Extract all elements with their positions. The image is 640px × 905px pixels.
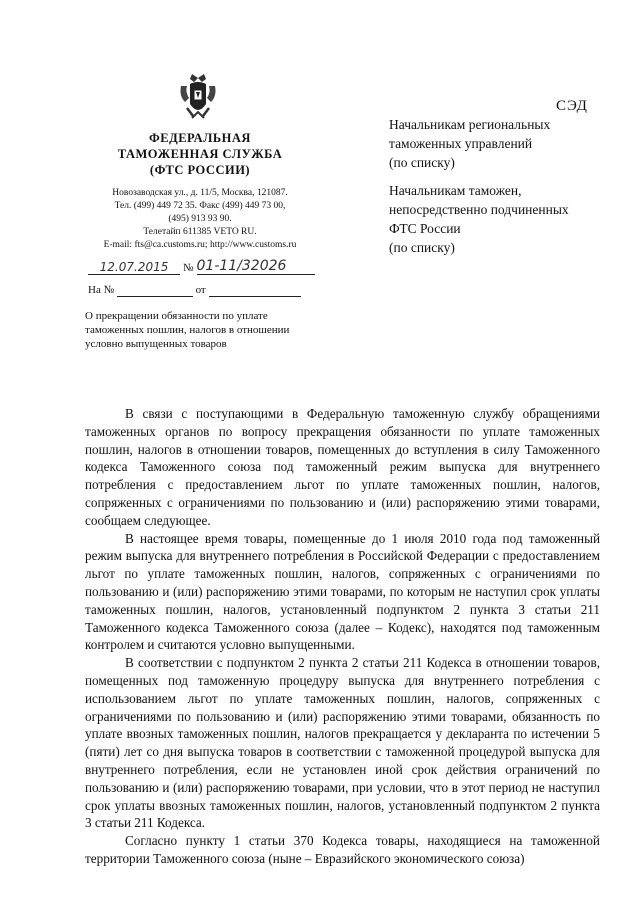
reference-date-line — [209, 283, 301, 297]
org-email: E-mail: fts@ca.customs.ru; http://www.customs.ru — [103, 240, 297, 250]
registration-row — [88, 258, 328, 275]
body-paragraph-2: В настоящее время товары, помещенные до 1 июля 2010 года под таможенный режим выпуска для внутреннего потребления в Российской Федерации с предоставлением льгот по уплате таможенных пошлин, налогов, сопряженных с ограничениями по пользованию и (или) распоряжению этими товарами, по которым не наступил срок уплаты таможенных пошлин, налогов, установленный подпунктом 2 пункта 3 статьи 211 Таможенного кодекса Таможенного союза (далее – Кодекс), находятся под таможенным контролем и считаются условно выпущенными. — [85, 530, 600, 653]
addressee-block-2 — [389, 181, 629, 257]
addressee-2-line-2: непосредственно подчиненных — [389, 202, 569, 217]
letter-subject: О прекращении обязанности по уплате таможенных пошлин, налогов в отношении условно выпущенных товаров — [85, 310, 290, 350]
org-phone: Тел. (499) 449 72 35. Факс (499) 449 73 00, — [114, 201, 286, 211]
reference-number-line — [117, 283, 193, 297]
org-abbreviation: (ФТС РОССИИ) — [149, 163, 251, 177]
coat-of-arms-emblem — [177, 72, 219, 122]
addressee-2-line-1: Начальникам таможен, — [389, 183, 522, 198]
org-telex: Телетайп 611385 VETO RU. — [143, 227, 257, 237]
body-paragraph-3: В соответствии с подпунктом 2 пункта 2 статьи 211 Кодекса в отношении товаров, помещенных под таможенную процедуру выпуска для внутреннего потребления с использованием льгот по уплате таможенных пошлин, налогов, сопряженных с ограничениями по пользованию и (или) распоряжению этими товарами, обязанность по уплате ввозных таможенных пошлин, налогов прекращается у декларанта по истечении 5 (пяти) лет со дня выпуска товаров в соответствии с таможенной процедурой выпуска для внутреннего потребления, если не установлен иной срок действия ограничений по пользованию и (или) распоряжению товарами, при условии, что в этот период не наступил срок уплаты ввозных таможенных пошлин, налогов, установленный подпунктом 2 пункта 3 статьи 211 Кодекса. — [85, 655, 600, 831]
org-name-line2: ТАМОЖЕННАЯ СЛУЖБА — [117, 147, 283, 161]
sed-mark: СЭД — [556, 98, 588, 114]
org-phone2: (495) 913 93 90. — [168, 214, 232, 224]
body-paragraph-4: Согласно пункту 1 статьи 370 Кодекса товары, находящиеся на таможенной территории Таможенного союза (ныне – Евразийского экономического союза) — [85, 833, 600, 866]
addressee-2-line-3: ФТС России — [389, 221, 461, 236]
addressee-1-line-2: таможенных управлений — [389, 136, 533, 151]
registration-number: 01-11/32026 — [197, 258, 315, 275]
reference-label: На № — [88, 284, 115, 296]
addressee-2-line-4: (по списку) — [389, 240, 455, 255]
reference-row — [88, 283, 328, 297]
addressee-block-1 — [389, 115, 629, 172]
addressee-1-line-3: (по списку) — [389, 155, 455, 170]
body-paragraph-1: В связи с поступающими в Федеральную таможенную службу обращениями таможенных органов по вопросу прекращения обязанности по уплате таможенных пошлин, налогов в отношении товаров, помещенных до вступления в силу Таможенного кодекса Таможенного союза под таможенный режим выпуска для внутреннего потребления с предоставлением льгот по уплате таможенных пошлин, налогов, сопряженных с ограничениями по пользованию и (или) распоряжению этими товарами, сообщаем следующее. — [85, 406, 600, 528]
org-name-line1: ФЕДЕРАЛЬНАЯ — [149, 131, 251, 145]
registration-date: 12.07.2015 — [88, 260, 180, 275]
addressee-1-line-1: Начальникам региональных — [389, 117, 551, 132]
org-address: Новозаводская ул., д. 11/5, Москва, 121087. — [112, 188, 288, 198]
letter-body — [85, 405, 600, 868]
reference-from-label: от — [195, 284, 206, 296]
number-sign: № — [183, 262, 194, 274]
